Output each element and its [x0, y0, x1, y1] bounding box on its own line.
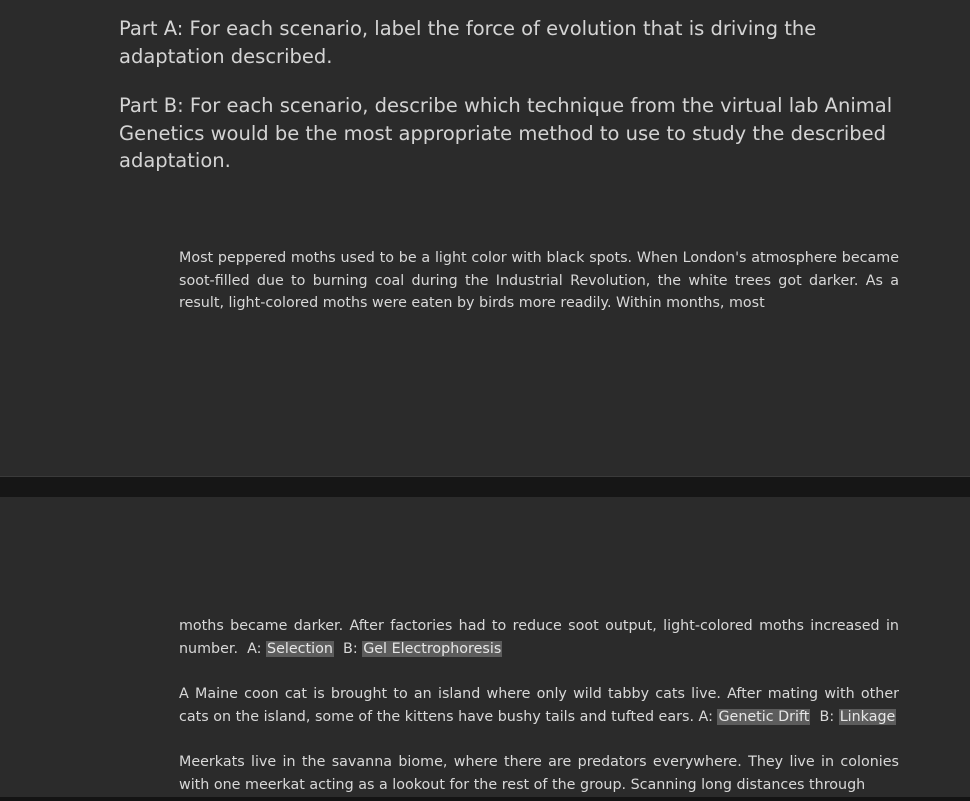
scenario-2-answer-a-field[interactable]: Genetic Drift: [718, 708, 810, 725]
scenario-1-text-end: [179, 615, 899, 660]
page-bottom-edge: [0, 797, 970, 801]
document-page-2: [0, 497, 970, 797]
scenario-1-answer-b-field[interactable]: Gel Electrophoresis: [363, 640, 502, 657]
part-a-instructions: Part A: For each scenario, label the force of evolution that is driving the adaptation described.: [119, 17, 817, 68]
scenario-1-label-a: A:: [247, 640, 262, 657]
scenario-2-paragraph: [179, 683, 899, 728]
scenario-3-text: Meerkats live in the savanna biome, where there are predators everywhere. They live in colonies with one meerkat acting as a lookout for the rest of the group. Scanning long distances through: [179, 754, 899, 793]
scenario-2-label-a: A:: [698, 708, 713, 725]
scenario-2-answer-b-field[interactable]: Linkage: [839, 708, 896, 725]
page-break: [0, 476, 970, 498]
scenario-1-answer-a-field[interactable]: Selection: [267, 640, 333, 657]
scenario-1-label-b: B:: [343, 640, 358, 657]
part-b-instructions: Part B: For each scenario, describe which technique from the virtual lab Animal Genetics would be the most appropriate method to use to study the described adaptation.: [119, 94, 893, 172]
scenario-1-text-continued: moths became darker. After factories had to reduce soot output, light-colored moths increased in number.: [179, 618, 899, 657]
scenario-2-text: A Maine coon cat is brought to an island where only wild tabby cats live. After mating with other cats on the island, some of the kittens have bushy tails and tufted ears.: [179, 686, 899, 725]
scenario-2-label-b: B:: [819, 708, 835, 725]
scenario-1-text-start: Most peppered moths used to be a light color with black spots. When London's atmosphere became soot-filled due to burning coal during the Industrial Revolution, the white trees got darker. As a result, light-colored moths were eaten by birds more readily. Within months, most: [179, 250, 899, 311]
